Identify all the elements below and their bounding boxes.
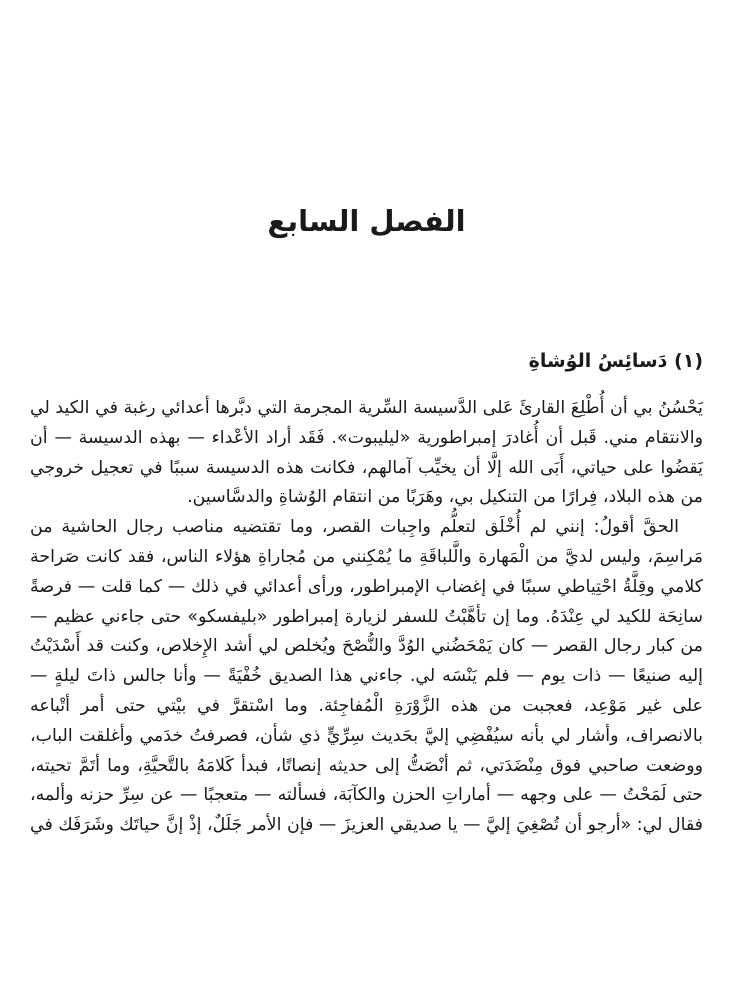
chapter-title: الفصل السابع	[267, 204, 466, 238]
section-heading: (١) دَسائِسُ الوُشاةِ	[528, 350, 703, 372]
body-text	[30, 394, 703, 841]
paragraph: يَحْسُنُ بي أن أُطْلِعَ القارئَ عَلى الدَّسيسة السِّرية المجرمة التي دبَّرها أعدائي رغبة في الكيد لي والانتقام مني. قَبل أن أُغادرَ إمبراطورية «ليليبوت». فَقَد أراد الأعْداء — بهذه الدسيسة — أن يَقضُوا على حياتي، أَبَى الله إلَّا أن يخيِّب آمالهم، فكانت هذه الدسيسة سببًا في تعجيل خروجي من هذه البلاد، فِرارًا من التنكيل بي، وهَرَبًا من انتقام الوُشاةِ والدسَّاسين.	[30, 398, 703, 508]
paragraph: الحقَّ أقولُ: إنني لم أُخْلَق لتعلُّم واجِبات القصر، وما تقتضيه مناصب رجال الحاشية من مَراسِمَ، وليس لديَّ من الْمَهارة والَّلباقَةِ ما يُمْكِنني من مُجاراةِ هؤلاء الناس، فقد كانت صَراحة كلامي وقِلَّةُ احْتِياطي سببًا في إغضاب الإمبراطور، ورأى أعدائي في ذلك — كما قلت — فرصةً سانِحَة للكيد لي عِنْدَهُ. وما إن تأهَّبْتُ للسفر لزيارة إمبراطور «بليفسكو» حتى جاءني عظيم — من كبار رجال القصر — كان يَمْحَضُني الوُدَّ والنُّصْحَ ويُخلص لي أشد الإِخلاص، وكنت قد أَسْدَيْتُ إليه صنيعًا — ذات يوم — فلم يَنْسَه لي. جاءني هذا الصديق خُفْيَةً — وأنا جالس ذاتَ ليلةٍ — على غير مَوْعِد، فعجبت من هذه الزَّوْرَةِ الْمُفاجِئة. وما اسْتقرَّ في بيْتي حتى أمر أتْباعه بالانصراف، وأشار لي بأنه سيُفْضِي إليَّ بحَديث سِرِّيٍّ ذي شأن، فصرفتُ خدَمي وأغلقت الباب، ووضعت صاحبي فوق مِنْضَدَتي، ثم أنْصَتُّ إلى حديثه إنصاتًا، فبدأ كَلامَهُ بالتَّحيَّةِ، وما أتَمَّ تحيته، حتى لَمَحْتُ — على وجهه — أماراتِ الحزن والكآبَة، فسألته — متعجبًا — عن سِرِّ حزنه وألمه، فقال لي: «أرجو أن تُصْغِيَ إليَّ — يا صديقي العزيزَ — فإن الأمر جَلَلٌ، إذْ إنَّ حياتَك وشَرَفَك في	[30, 517, 703, 836]
